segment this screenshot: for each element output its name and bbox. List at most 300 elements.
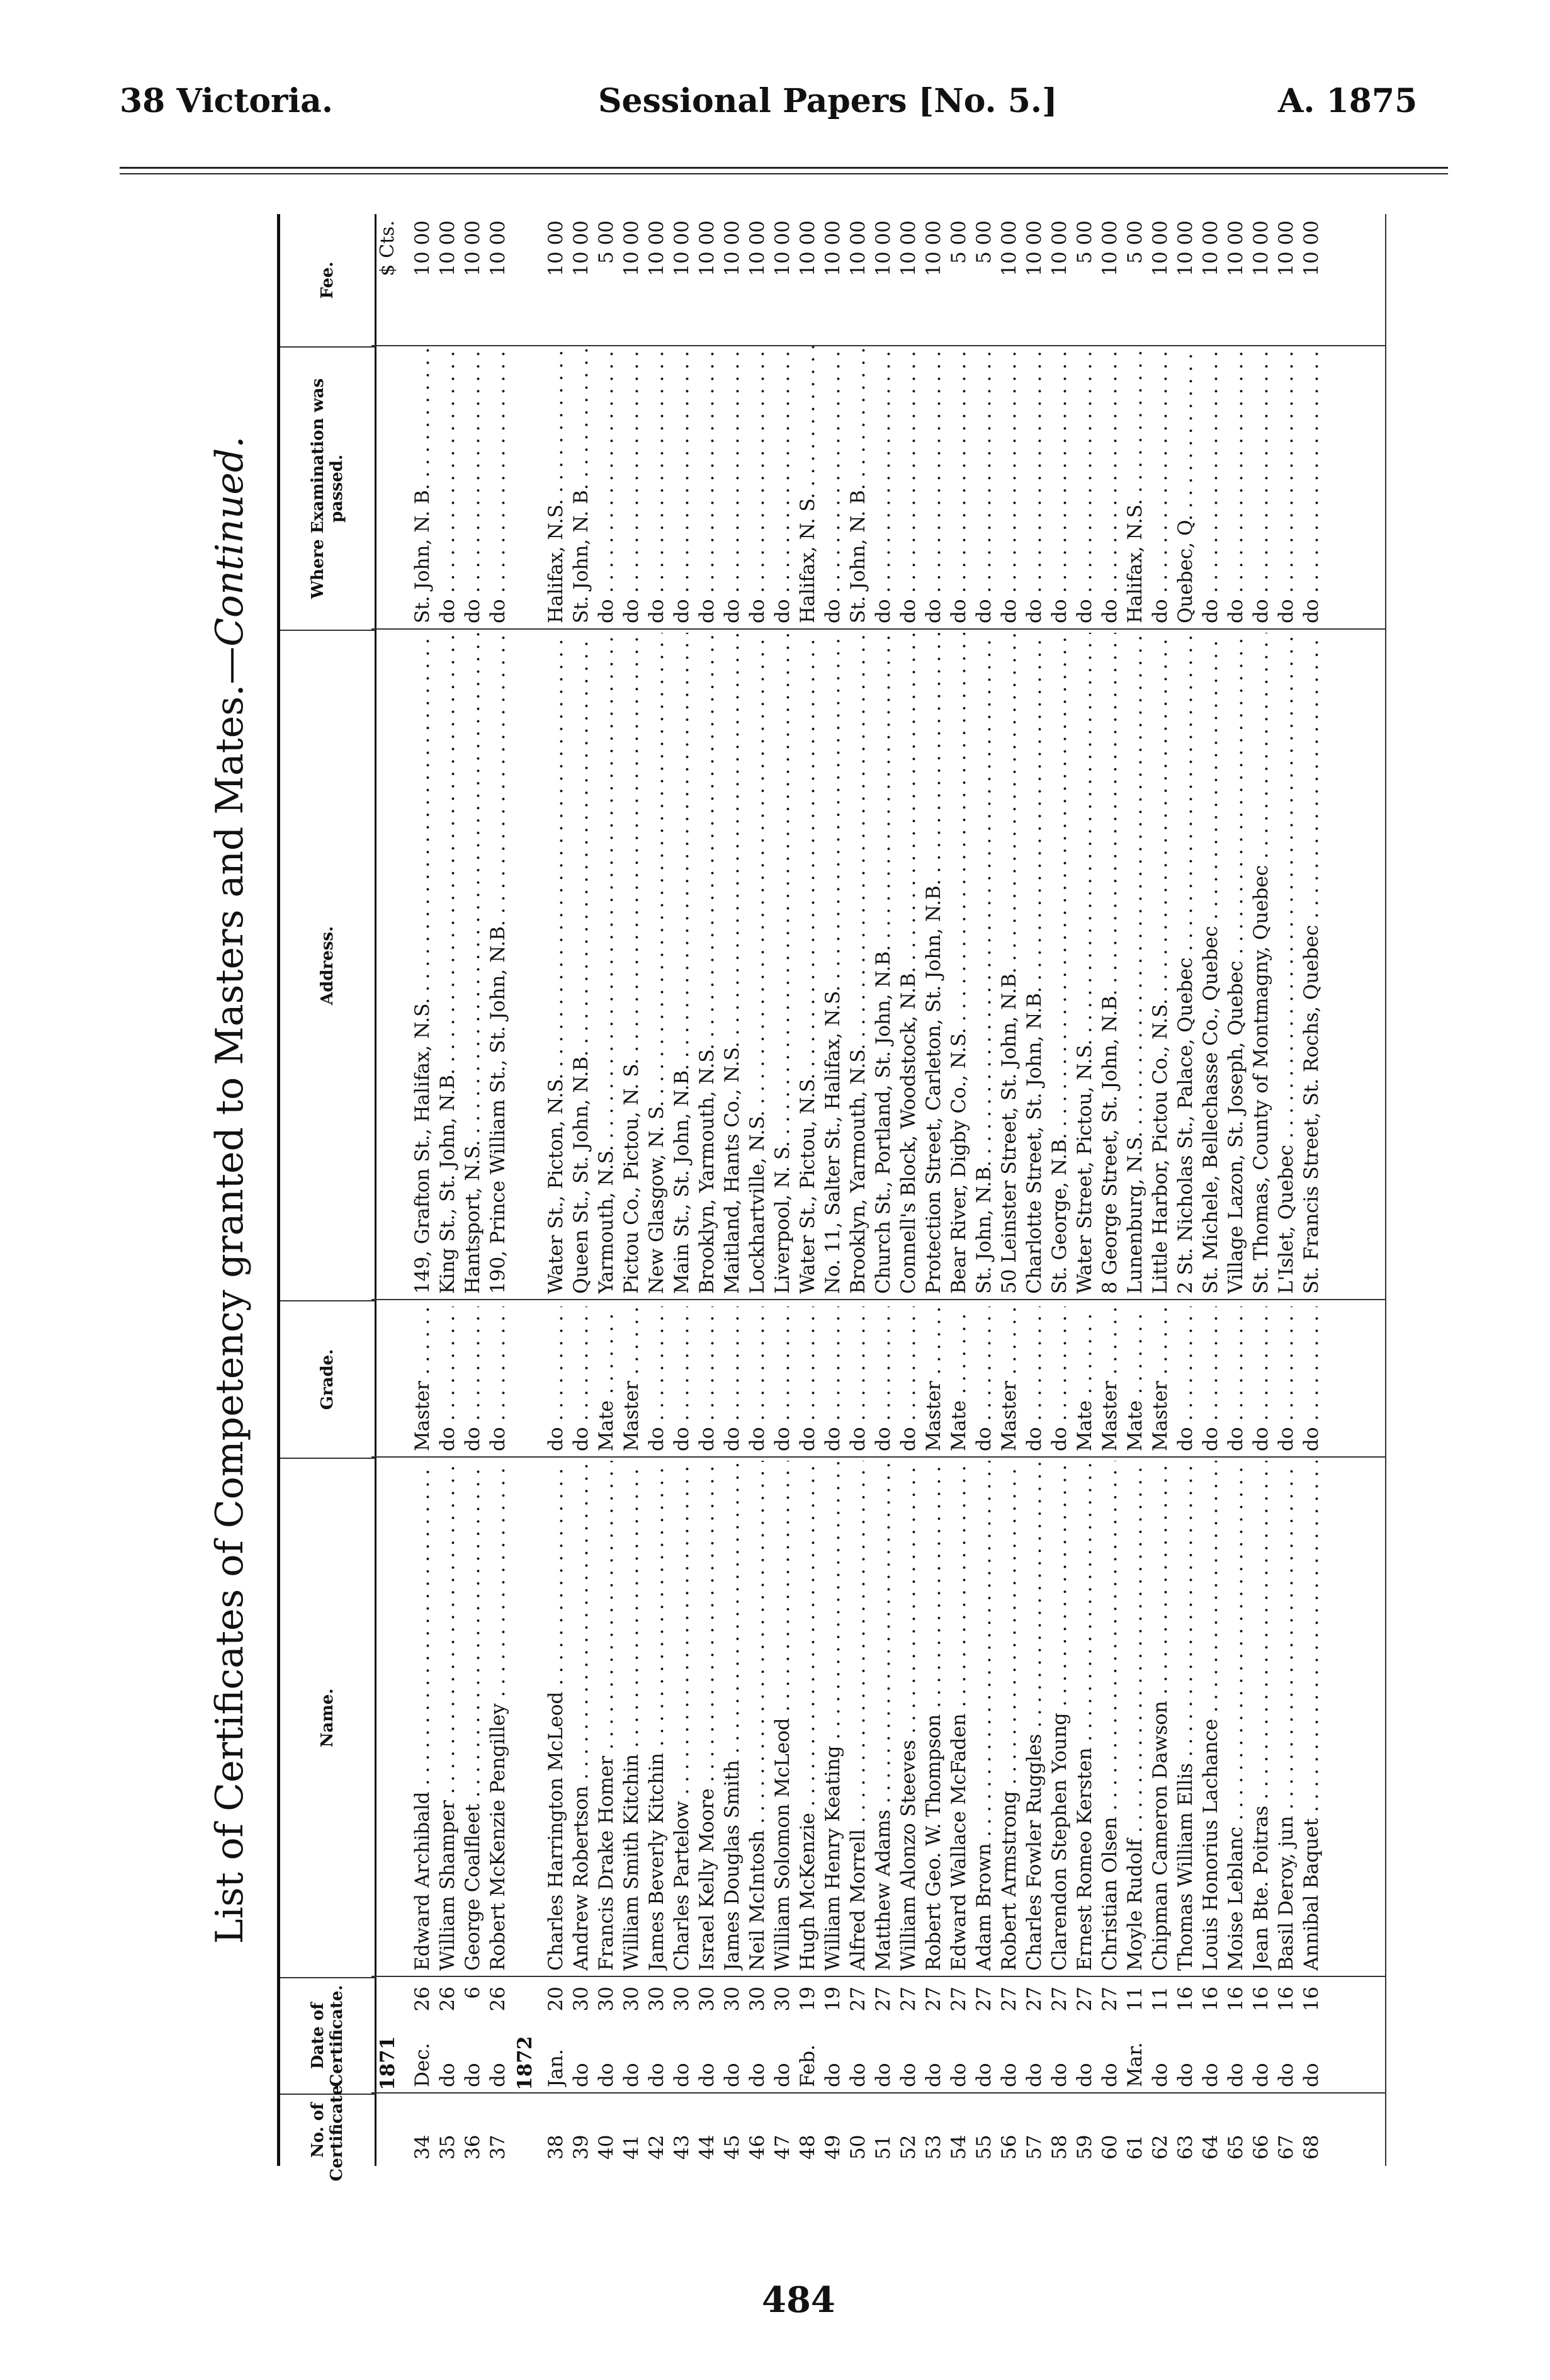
grade: Mate . . . bbox=[1073, 1306, 1097, 1451]
examination-place: do . . . bbox=[720, 346, 744, 623]
address: 149, Grafton St., Halifax, N.S. . . . bbox=[410, 633, 434, 1294]
certificate-day: 11 bbox=[1149, 1986, 1172, 2012]
certificate-day: 27 bbox=[1048, 1986, 1071, 2012]
certificate-day: 16 bbox=[1174, 1986, 1197, 2012]
holder-name: William Alonzo Steeves . . . bbox=[897, 1461, 920, 1971]
certificate-month: do bbox=[1174, 2063, 1197, 2087]
certificate-day: 16 bbox=[1300, 1986, 1323, 2012]
examination-place: do . . . bbox=[486, 346, 510, 623]
holder-name: William Shamper . . . bbox=[436, 1461, 460, 1971]
address: 190, Prince William St., St. John, N.B. . . . bbox=[486, 633, 510, 1294]
address: Little Harbor, Pictou Co., N.S. . . . bbox=[1148, 633, 1172, 1294]
certificate-number: 64 bbox=[1199, 2134, 1222, 2160]
address: 50 Leinster Street, St. John, N.B. . . . bbox=[997, 633, 1021, 1294]
certificate-day: 16 bbox=[1275, 1986, 1298, 2012]
address: St. Thomas, County of Montmagny, Quebec . . . bbox=[1249, 633, 1273, 1294]
address: Pictou Co., Pictou, N. S. . . . bbox=[619, 633, 643, 1294]
certificate-number: 61 bbox=[1124, 2134, 1146, 2160]
fee: 10 00 bbox=[746, 220, 769, 276]
table-title-continued: Continued. bbox=[208, 436, 252, 647]
examination-place: do . . . bbox=[1048, 346, 1072, 623]
address: Hantsport, N.S. . . . bbox=[461, 633, 485, 1294]
fee: 10 00 bbox=[620, 220, 643, 276]
examination-place: do . . . bbox=[745, 346, 769, 623]
table-row bbox=[897, 214, 920, 2166]
certificate-month: Feb. bbox=[796, 2044, 819, 2087]
certificate-day: 30 bbox=[721, 1986, 744, 2012]
table-row bbox=[947, 214, 971, 2166]
fee: 10 00 bbox=[897, 220, 920, 276]
examination-place: do . . . bbox=[645, 346, 669, 623]
certificate-month: do bbox=[1250, 2063, 1272, 2087]
address: Water St., Picton, N.S. . . . bbox=[544, 633, 568, 1294]
grade: do . . . bbox=[670, 1306, 694, 1451]
holder-name: Francis Drake Homer . . . bbox=[594, 1461, 618, 1971]
certificate-day: 30 bbox=[696, 1986, 718, 2012]
holder-name: Chipman Cameron Dawson . . . bbox=[1148, 1461, 1172, 1971]
examination-place: do . . . bbox=[922, 346, 946, 623]
address: 2 St. Nicholas St., Palace, Quebec . . . bbox=[1174, 633, 1197, 1294]
certificate-day: 19 bbox=[796, 1986, 819, 2012]
fee: 5 00 bbox=[973, 220, 995, 264]
grade: do . . . bbox=[897, 1306, 920, 1451]
table-row bbox=[796, 214, 820, 2166]
table-row bbox=[1299, 214, 1323, 2166]
certificate-number: 53 bbox=[922, 2134, 945, 2160]
table-row bbox=[1048, 214, 1072, 2166]
column-header-no: No. of Certificate. bbox=[280, 2094, 375, 2166]
examination-place: do . . . bbox=[972, 346, 996, 623]
table-row bbox=[846, 214, 870, 2166]
holder-name: Robert Geo. W. Thompson . . . bbox=[922, 1461, 946, 1971]
examination-place: do . . . bbox=[670, 346, 694, 623]
table-row bbox=[461, 214, 485, 2166]
examination-place: do . . . bbox=[1299, 346, 1323, 623]
grade: do . . . bbox=[1299, 1306, 1323, 1451]
grade: Mate . . . bbox=[594, 1306, 618, 1451]
holder-name: Charles Partelow . . . bbox=[670, 1461, 694, 1971]
column-header-grade: Grade. bbox=[280, 1300, 375, 1458]
fee: 10 00 bbox=[696, 220, 718, 276]
grade: do . . . bbox=[1249, 1306, 1273, 1451]
address: Church St., Portland, St. John, N.B. . . . bbox=[871, 633, 895, 1294]
grade: do . . . bbox=[1199, 1306, 1223, 1451]
certificate-number: 39 bbox=[570, 2134, 592, 2160]
address: Charlotte Street, St. John, N.B. . . . bbox=[1022, 633, 1046, 1294]
certificate-day: 27 bbox=[1099, 1986, 1121, 2012]
column-header-fee: Fee. bbox=[318, 261, 337, 299]
address: St. George, N.B. . . . bbox=[1048, 633, 1072, 1294]
examination-place: do . . . bbox=[695, 346, 719, 623]
holder-name: Robert McKenzie Pengilley . . . bbox=[486, 1461, 510, 1971]
grade: do . . . bbox=[544, 1306, 568, 1451]
fee: 10 00 bbox=[1225, 220, 1247, 276]
holder-name: Matthew Adams . . . bbox=[871, 1461, 895, 1971]
table-row bbox=[972, 214, 996, 2166]
examination-place: do . . . bbox=[1098, 346, 1122, 623]
table-header-row bbox=[277, 214, 376, 2182]
grade: Master . . . bbox=[410, 1306, 434, 1451]
certificate-day: 30 bbox=[645, 1986, 668, 2012]
grade: Master . . . bbox=[1098, 1306, 1122, 1451]
fee: 10 00 bbox=[1099, 220, 1121, 276]
table-row bbox=[1098, 214, 1122, 2166]
table-row bbox=[1073, 214, 1097, 2166]
examination-place: do . . . bbox=[897, 346, 920, 623]
table-body bbox=[371, 214, 1386, 2166]
grade: do . . . bbox=[720, 1306, 744, 1451]
table-row bbox=[569, 214, 593, 2166]
table-row bbox=[1022, 214, 1046, 2166]
certificate-month: do bbox=[948, 2063, 970, 2087]
fee: 10 00 bbox=[872, 220, 895, 276]
fee: 10 00 bbox=[461, 220, 484, 276]
address: Brooklyn, Yarmouth, N.S. . . . bbox=[695, 633, 719, 1294]
fee: 10 00 bbox=[570, 220, 592, 276]
fee: 10 00 bbox=[670, 220, 693, 276]
grade: do . . . bbox=[1224, 1306, 1248, 1451]
fee: 5 00 bbox=[595, 220, 618, 264]
fee: 5 00 bbox=[1073, 220, 1096, 264]
table-row bbox=[544, 214, 568, 2166]
certificate-number: 40 bbox=[595, 2134, 618, 2160]
certificate-month: Dec. bbox=[411, 2043, 434, 2087]
address: Lockhartville, N.S. . . . bbox=[745, 633, 769, 1294]
grade: do . . . bbox=[771, 1306, 795, 1451]
holder-name: Adam Brown . . . bbox=[972, 1461, 996, 1971]
grade: do . . . bbox=[1274, 1306, 1298, 1451]
table-row bbox=[486, 214, 510, 2166]
examination-place: do . . . bbox=[594, 346, 618, 623]
certificate-month: do bbox=[620, 2063, 643, 2087]
holder-name: William Smith Kitchin . . . bbox=[619, 1461, 643, 1971]
table-row bbox=[871, 214, 895, 2166]
column-header-address: Address. bbox=[280, 630, 375, 1300]
certificate-month: do bbox=[897, 2063, 920, 2087]
grade: Mate . . . bbox=[947, 1306, 971, 1451]
table-row bbox=[645, 214, 669, 2166]
holder-name: Alfred Morrell . . . bbox=[846, 1461, 870, 1971]
address: Lunenburg, N.S. . . . bbox=[1123, 633, 1147, 1294]
fee: 10 00 bbox=[1149, 220, 1172, 276]
examination-place: do . . . bbox=[1148, 346, 1172, 623]
certificate-month: do bbox=[645, 2063, 668, 2087]
grade: do . . . bbox=[796, 1306, 820, 1451]
certificate-number: 46 bbox=[746, 2134, 769, 2160]
certificate-month: Jan. bbox=[545, 2049, 567, 2087]
certificate-month: do bbox=[1300, 2063, 1323, 2087]
certificate-day: 6 bbox=[461, 1986, 484, 1999]
holder-name: William Henry Keating . . . bbox=[821, 1461, 845, 1971]
fee: 10 00 bbox=[1275, 220, 1298, 276]
certificates-table bbox=[277, 214, 1385, 2182]
certificate-day: 30 bbox=[771, 1986, 794, 2012]
table-row bbox=[821, 214, 845, 2166]
fee: 5 00 bbox=[1124, 220, 1146, 264]
certificate-day: 27 bbox=[1023, 1986, 1046, 2012]
column-header-where: Where Examination was passed. bbox=[280, 346, 375, 630]
grade: do . . . bbox=[745, 1306, 769, 1451]
holder-name: Moyle Rudolf . . . bbox=[1123, 1461, 1147, 1971]
certificate-number: 68 bbox=[1300, 2134, 1323, 2160]
fee: 10 00 bbox=[411, 220, 434, 276]
running-header-center: Sessional Papers [No. 5.] bbox=[598, 82, 1058, 120]
certificate-day: 27 bbox=[872, 1986, 895, 2012]
address: Connell's Block, Woodstock, N.B. . . . bbox=[897, 633, 920, 1294]
table-row bbox=[436, 214, 460, 2166]
certificate-day: 30 bbox=[746, 1986, 769, 2012]
certificate-month: do bbox=[721, 2063, 744, 2087]
address: Water Street, Pictou, N.S. . . . bbox=[1073, 633, 1097, 1294]
address: 8 George Street, St. John, N.B. . . . bbox=[1098, 633, 1122, 1294]
holder-name: Charles Harrington McLeod . . . bbox=[544, 1461, 568, 1971]
grade: do . . . bbox=[486, 1306, 510, 1451]
certificate-day: 16 bbox=[1250, 1986, 1272, 2012]
certificate-month: Mar. bbox=[1124, 2042, 1146, 2087]
certificate-number: 63 bbox=[1174, 2134, 1197, 2160]
grade: do . . . bbox=[1174, 1306, 1197, 1451]
certificate-month: do bbox=[1275, 2063, 1298, 2087]
rotated-table-block bbox=[201, 214, 1398, 2182]
header-rule bbox=[120, 173, 1448, 174]
certificate-number: 59 bbox=[1073, 2134, 1096, 2160]
fee: 10 00 bbox=[847, 220, 869, 276]
address: St. Michele, Bellechasse Co., Quebec . . . bbox=[1199, 633, 1223, 1294]
examination-place: do . . . bbox=[1073, 346, 1097, 623]
fee: 10 00 bbox=[487, 220, 509, 276]
certificate-number: 56 bbox=[998, 2134, 1021, 2160]
holder-name: Andrew Robertson . . . bbox=[569, 1461, 593, 1971]
certificate-month: do bbox=[461, 2063, 484, 2087]
table-row bbox=[922, 214, 946, 2166]
certificate-day: 27 bbox=[973, 1986, 995, 2012]
certificate-number: 37 bbox=[487, 2134, 509, 2160]
page-number: 484 bbox=[762, 2279, 835, 2321]
certificate-day: 11 bbox=[1124, 1986, 1146, 2012]
examination-place: do . . . bbox=[871, 346, 895, 623]
grade: do . . . bbox=[821, 1306, 845, 1451]
certificate-month: do bbox=[746, 2063, 769, 2087]
certificate-number: 58 bbox=[1048, 2134, 1071, 2160]
examination-place: do . . . bbox=[1249, 346, 1273, 623]
grade: do . . . bbox=[569, 1306, 593, 1451]
fee: 10 00 bbox=[1199, 220, 1222, 276]
column-header-name: Name. bbox=[280, 1458, 375, 1977]
year-label-1871: 1871 bbox=[376, 2036, 399, 2090]
address: St. Francis Street, St. Rochs, Quebec . . . bbox=[1299, 633, 1323, 1294]
certificate-day: 20 bbox=[545, 1986, 567, 2012]
examination-place: do . . . bbox=[1022, 346, 1046, 623]
certificate-month: do bbox=[1023, 2063, 1046, 2087]
fee: 10 00 bbox=[822, 220, 844, 276]
certificate-month: do bbox=[436, 2063, 459, 2087]
table-row bbox=[695, 214, 719, 2166]
holder-name: Basil Deroy, jun . . . bbox=[1274, 1461, 1298, 1971]
certificate-number: 57 bbox=[1023, 2134, 1046, 2160]
grade: do . . . bbox=[972, 1306, 996, 1451]
table-row bbox=[594, 214, 618, 2166]
address: Main St., St. John, N.B. . . . bbox=[670, 633, 694, 1294]
fee: 10 00 bbox=[1048, 220, 1071, 276]
running-header-right: A. 1875 bbox=[1278, 82, 1418, 120]
table-row bbox=[1174, 214, 1197, 2166]
table-row bbox=[670, 214, 694, 2166]
grade: do . . . bbox=[695, 1306, 719, 1451]
holder-name: Israel Kelly Moore . . . bbox=[695, 1461, 719, 1971]
examination-place: St. John, N. B. . . . bbox=[846, 346, 870, 623]
certificate-number: 51 bbox=[872, 2134, 895, 2160]
address: Yarmouth, N.S. . . . bbox=[594, 633, 618, 1294]
certificate-day: 27 bbox=[897, 1986, 920, 2012]
grade: do . . . bbox=[1048, 1306, 1072, 1451]
examination-place: do . . . bbox=[436, 346, 460, 623]
certificate-day: 26 bbox=[411, 1986, 434, 2012]
certificate-day: 30 bbox=[595, 1986, 618, 2012]
certificate-month: do bbox=[595, 2063, 618, 2087]
certificate-number: 41 bbox=[620, 2134, 643, 2160]
holder-name: Charles Fowler Ruggles . . . bbox=[1022, 1461, 1046, 1971]
grade: do . . . bbox=[645, 1306, 669, 1451]
grade: Mate . . . bbox=[1123, 1306, 1147, 1451]
examination-place: do . . . bbox=[1274, 346, 1298, 623]
certificate-month: do bbox=[696, 2063, 718, 2087]
certificate-month: do bbox=[822, 2063, 844, 2087]
table-row bbox=[1123, 214, 1147, 2166]
currency-label: $ Cts. bbox=[376, 220, 399, 276]
fee: 10 00 bbox=[922, 220, 945, 276]
table-row bbox=[771, 214, 795, 2166]
certificate-number: 34 bbox=[411, 2134, 434, 2160]
fee: 10 00 bbox=[1023, 220, 1046, 276]
grade: Master . . . bbox=[1148, 1306, 1172, 1451]
address: L'Islet, Quebec . . . bbox=[1274, 633, 1298, 1294]
address: Liverpool, N. S. . . . bbox=[771, 633, 795, 1294]
certificate-month: do bbox=[973, 2063, 995, 2087]
table-row bbox=[1199, 214, 1223, 2166]
certificate-month: do bbox=[1099, 2063, 1121, 2087]
table-title bbox=[208, 214, 252, 2166]
table-row bbox=[997, 214, 1021, 2166]
certificate-number: 43 bbox=[670, 2134, 693, 2160]
fee: 10 00 bbox=[998, 220, 1021, 276]
certificate-month: do bbox=[1199, 2063, 1222, 2087]
grade: do . . . bbox=[461, 1306, 485, 1451]
holder-name: Robert Armstrong . . . bbox=[997, 1461, 1021, 1971]
address: Protection Street, Carleton, St. John, N.B. . . . bbox=[922, 633, 946, 1294]
address: No. 11, Salter St., Halifax, N.S. . . . bbox=[821, 633, 845, 1294]
holder-name: Moise Leblanc . . . bbox=[1224, 1461, 1248, 1971]
column-header-date: Date of Certificate. bbox=[280, 1977, 375, 2094]
certificate-number: 47 bbox=[771, 2134, 794, 2160]
year-label-1872: 1872 bbox=[514, 2036, 536, 2090]
examination-place: do . . . bbox=[771, 346, 795, 623]
certificate-month: do bbox=[1073, 2063, 1096, 2087]
grade: do . . . bbox=[846, 1306, 870, 1451]
certificate-number: 65 bbox=[1225, 2134, 1247, 2160]
holder-name: Clarendon Stephen Young . . . bbox=[1048, 1461, 1072, 1971]
address: New Glasgow, N. S. . . . bbox=[645, 633, 669, 1294]
holder-name: James Beverly Kitchin . . . bbox=[645, 1461, 669, 1971]
address: Maitland, Hants Co., N.S. . . . bbox=[720, 633, 744, 1294]
address: King St., St. John, N.B. . . . bbox=[436, 633, 460, 1294]
holder-name: Louis Honorius Lachance . . . bbox=[1199, 1461, 1223, 1971]
examination-place: Halifax, N. S. . . . bbox=[796, 346, 820, 623]
table-row bbox=[1148, 214, 1172, 2166]
examination-place: do . . . bbox=[997, 346, 1021, 623]
examination-place: St. John, N. B. . . . bbox=[569, 346, 593, 623]
certificate-month: do bbox=[1149, 2063, 1172, 2087]
certificate-month: do bbox=[1048, 2063, 1071, 2087]
grade: do . . . bbox=[871, 1306, 895, 1451]
address: Brooklyn, Yarmouth, N.S. . . . bbox=[846, 633, 870, 1294]
table-row bbox=[1224, 214, 1248, 2166]
grade: do . . . bbox=[1022, 1306, 1046, 1451]
fee: 10 00 bbox=[771, 220, 794, 276]
certificate-number: 44 bbox=[696, 2134, 718, 2160]
certificate-day: 27 bbox=[922, 1986, 945, 2012]
certificate-month: do bbox=[771, 2063, 794, 2087]
certificate-number: 66 bbox=[1250, 2134, 1272, 2160]
holder-name: Neil McIntosh . . . bbox=[745, 1461, 769, 1971]
grade: Master . . . bbox=[619, 1306, 643, 1451]
fee: 10 00 bbox=[1250, 220, 1272, 276]
holder-name: Hugh McKenzie . . . bbox=[796, 1461, 820, 1971]
certificate-day: 27 bbox=[998, 1986, 1021, 2012]
table-row bbox=[720, 214, 744, 2166]
certificate-day: 26 bbox=[436, 1986, 459, 2012]
certificate-number: 48 bbox=[796, 2134, 819, 2160]
fee: 10 00 bbox=[1300, 220, 1323, 276]
fee: 10 00 bbox=[1174, 220, 1197, 276]
grade: Master . . . bbox=[922, 1306, 946, 1451]
certificate-day: 19 bbox=[822, 1986, 844, 2012]
certificate-month: do bbox=[1225, 2063, 1247, 2087]
certificate-day: 27 bbox=[948, 1986, 970, 2012]
grade: do . . . bbox=[436, 1306, 460, 1451]
certificate-day: 27 bbox=[847, 1986, 869, 2012]
examination-place: Quebec, Q. . . . bbox=[1174, 346, 1197, 623]
address: St. John, N.B. . . . bbox=[972, 633, 996, 1294]
table-row bbox=[1249, 214, 1273, 2166]
fee: 5 00 bbox=[948, 220, 970, 264]
certificate-number: 38 bbox=[545, 2134, 567, 2160]
certificate-number: 50 bbox=[847, 2134, 869, 2160]
examination-place: do . . . bbox=[947, 346, 971, 623]
examination-place: Halifax, N.S. . . . bbox=[1123, 346, 1147, 623]
table-title-text: List of Certificates of Competency granted to Masters and Mates.— bbox=[208, 646, 252, 1944]
certificate-number: 35 bbox=[436, 2134, 459, 2160]
holder-name: George Coalfleet . . . bbox=[461, 1461, 485, 1971]
holder-name: Christian Olsen . . . bbox=[1098, 1461, 1122, 1971]
certificate-number: 62 bbox=[1149, 2134, 1172, 2160]
table-row bbox=[410, 214, 434, 2166]
certificate-number: 67 bbox=[1275, 2134, 1298, 2160]
examination-place: St. John, N. B. . . . bbox=[410, 346, 434, 623]
holder-name: Ernest Romeo Kersten . . . bbox=[1073, 1461, 1097, 1971]
examination-place: Halifax, N.S. . . . bbox=[544, 346, 568, 623]
certificate-number: 55 bbox=[973, 2134, 995, 2160]
certificate-day: 30 bbox=[620, 1986, 643, 2012]
certificate-month: do bbox=[570, 2063, 592, 2087]
header-rule bbox=[120, 167, 1448, 169]
examination-place: do . . . bbox=[619, 346, 643, 623]
certificate-number: 42 bbox=[645, 2134, 668, 2160]
holder-name: James Douglas Smith . . . bbox=[720, 1461, 744, 1971]
holder-name: Edward Wallace McFaden . . . bbox=[947, 1461, 971, 1971]
running-header-left: 38 Victoria. bbox=[120, 82, 333, 120]
address: Bear River, Digby Co., N.S. . . . bbox=[947, 633, 971, 1294]
certificate-day: 16 bbox=[1225, 1986, 1247, 2012]
